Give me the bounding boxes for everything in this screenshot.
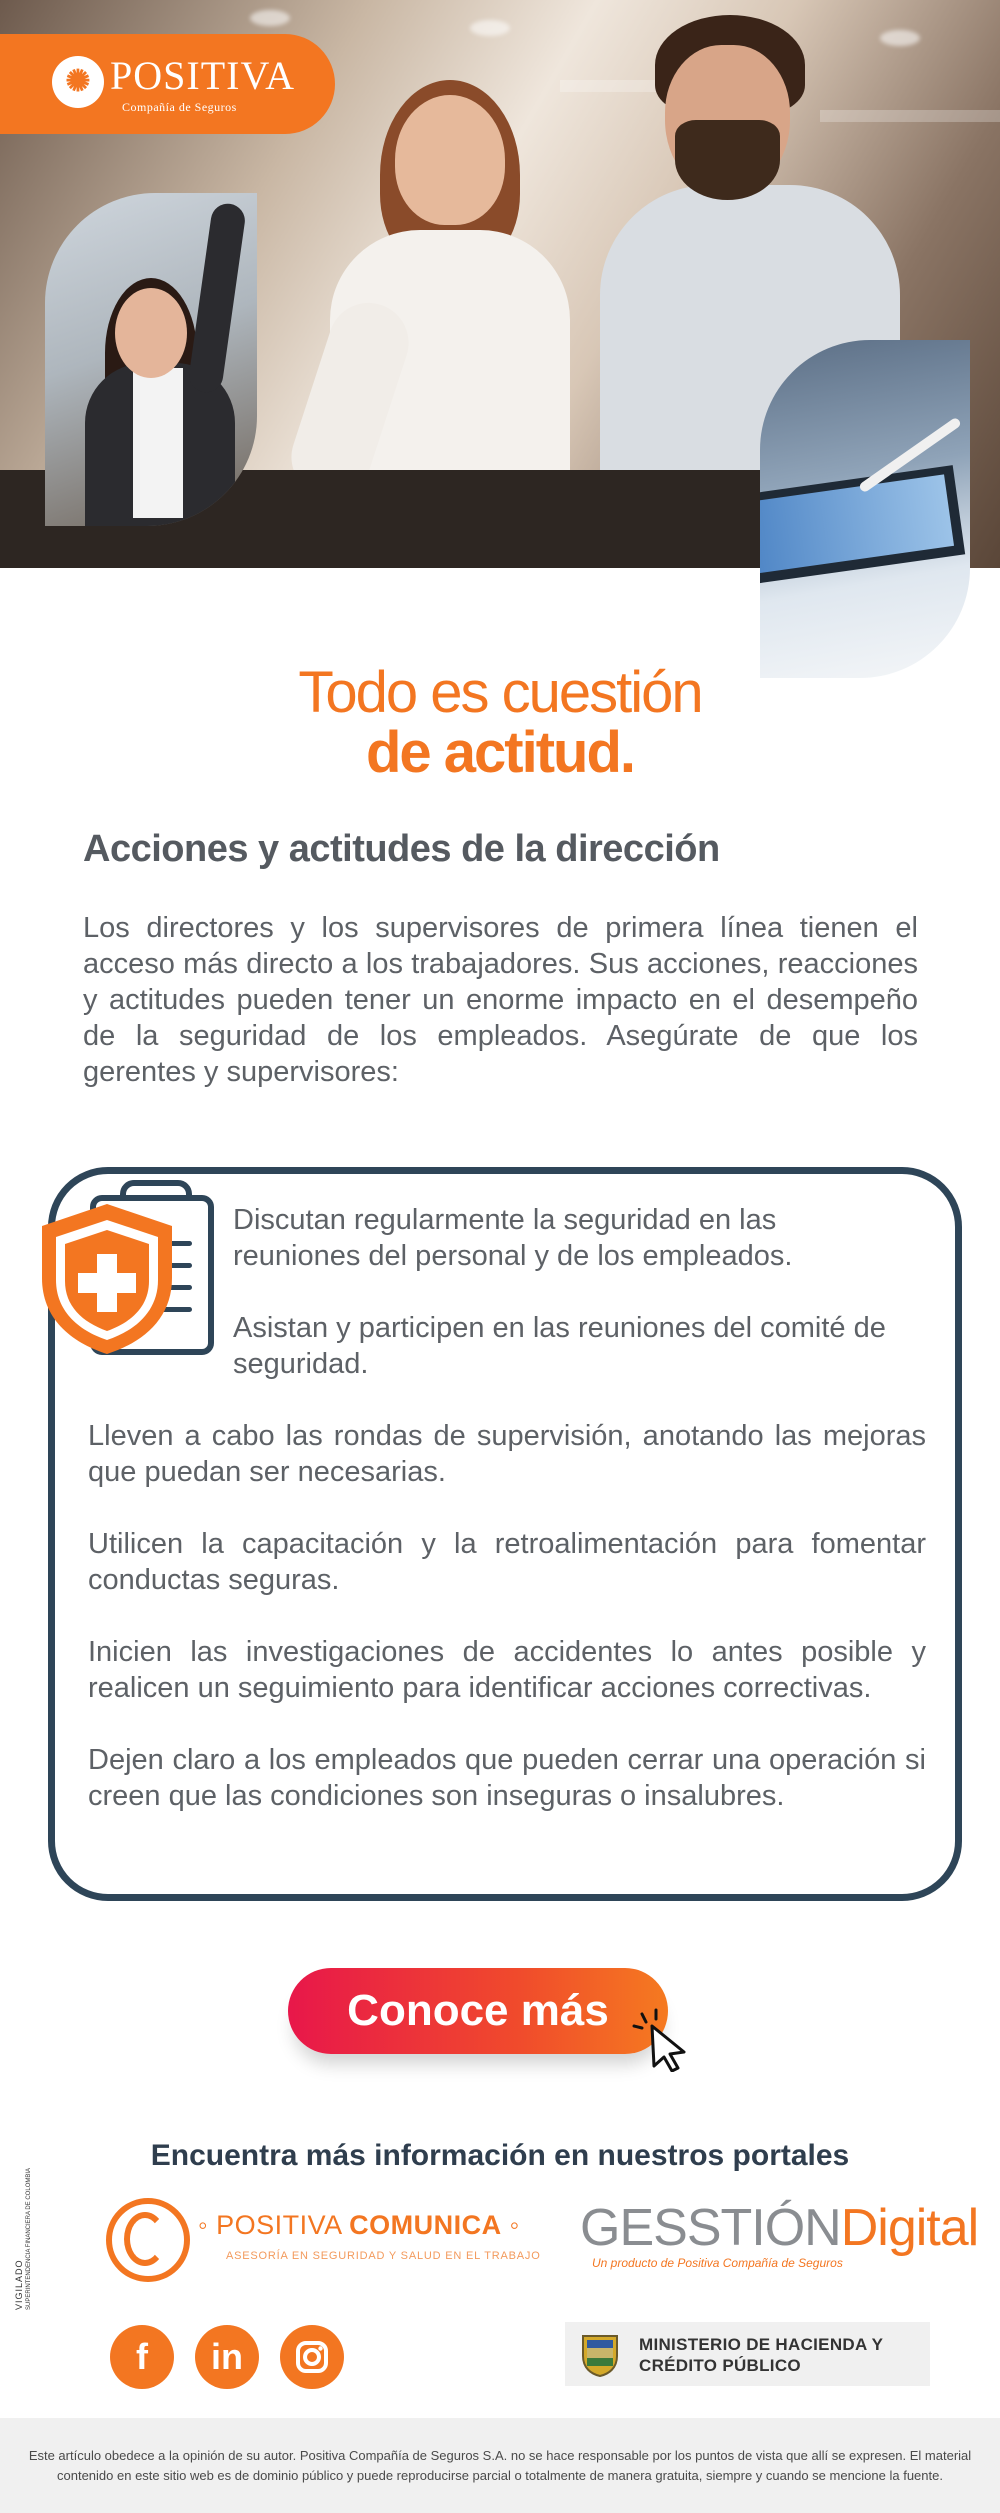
list-item: Discutan regularmente la seguridad en las reuniones del personal y de los empleados.	[233, 1204, 793, 1272]
footer	[0, 2418, 1000, 2513]
headline-line-1: Todo es cuestión	[298, 660, 702, 725]
vigilado-entity: SUPERINTENDENCIA FINANCIERA DE COLOMBIA	[26, 2167, 32, 2310]
shield-icon	[36, 1200, 178, 1358]
photo-face	[115, 288, 187, 378]
conoce-mas-button[interactable]: Conoce más	[288, 1968, 668, 2054]
store-shelf	[820, 110, 1000, 122]
portals-title: Encuentra más información en nuestros portales	[150, 2139, 850, 2172]
woman-face	[395, 95, 505, 225]
list-item: Inicien las investigaciones de accidentes lo antes posible y realicen un seguimiento para identificar acciones correctivas.	[88, 1636, 926, 1704]
list-item: Lleven a cabo las rondas de supervisión, anotando las mejoras que puedan ser necesarias.	[88, 1420, 926, 1488]
man-beard	[675, 120, 780, 200]
facebook-icon[interactable]: f	[110, 2325, 174, 2389]
vigilado-label: VIGILADO	[14, 2259, 24, 2310]
ceiling-light	[250, 10, 290, 26]
ceiling-light	[880, 30, 920, 46]
positiva-logo-icon: ✺	[52, 56, 104, 108]
ministerio-hacienda-badge	[565, 2322, 930, 2386]
gestion-digital-link[interactable]	[580, 2199, 979, 2290]
photo-woman-raising-hand	[45, 193, 257, 526]
headline-line-2: de actitud.	[365, 720, 635, 785]
ceiling-light	[470, 20, 510, 36]
gd-name-orange: Digital	[840, 2199, 979, 2257]
instagram-glyph-icon	[280, 2325, 344, 2389]
list-item: Asistan y participen en las reuniones del comité de seguridad.	[233, 1312, 886, 1380]
gestion-digital-tagline: Un producto de Positiva Compañía de Seguros	[592, 2256, 843, 2270]
pc-name-light: POSITIVA	[216, 2210, 342, 2240]
linkedin-icon[interactable]: in	[195, 2325, 259, 2389]
gd-name-gray: GESSTIÓN	[580, 2199, 841, 2257]
brand-name: POSITIVA	[110, 53, 296, 98]
ministerio-line-2: CRÉDITO PÚBLICO	[639, 2356, 801, 2375]
positiva-comunica-name: ◦ POSITIVA COMUNICA ◦	[198, 2210, 520, 2240]
pc-name-bold: COMUNICA	[349, 2210, 502, 2240]
photo-raised-arm	[187, 202, 247, 395]
positiva-comunica-tagline: ASESORÍA EN SEGURIDAD Y SALUD EN EL TRABAJO	[226, 2250, 541, 2262]
photo-shirt	[133, 368, 183, 518]
intro-paragraph: Los directores y los supervisores de primera línea tienen el acceso más directo a los trabajadores. Sus acciones, reacciones y actitudes pueden tener un enorme impacto en el desempeño de la seguridad de los empleados. Asegúrate de que los gerentes y supervisores:	[83, 912, 918, 1088]
list-item: Utilicen la capacitación y la retroalimentación para fomentar conductas seguras.	[88, 1528, 926, 1596]
colombia-coat-of-arms-icon	[577, 2330, 623, 2378]
brand-logo	[0, 34, 335, 134]
list-item: Dejen claro a los empleados que pueden cerrar una operación si creen que las condiciones son inseguras o insalubres.	[88, 1744, 926, 1812]
cursor-click-icon	[632, 2008, 692, 2072]
section-title: Acciones y actitudes de la dirección	[83, 828, 720, 870]
gestion-digital-name	[580, 2200, 978, 2256]
ministerio-text	[639, 2334, 883, 2376]
instagram-icon[interactable]	[280, 2325, 344, 2389]
footer-disclaimer: Este artículo obedece a la opinión de su autor. Positiva Compañía de Seguros S.A. no se hace responsable por los puntos de vista que allí se expresen. El material contenido en este sitio web es de dominio público y puede reproducirse parcial o totalmente de manera gratuita, siempre y cuando se mencione la fuente.	[28, 2448, 972, 2483]
photo-tablet-hands	[760, 340, 970, 678]
brand-tagline: Compañía de Seguros	[122, 100, 237, 114]
positiva-comunica-link[interactable]	[106, 2196, 541, 2286]
ministerio-line-1: MINISTERIO DE HACIENDA Y	[639, 2335, 884, 2354]
positiva-comunica-c-icon	[124, 2212, 166, 2266]
